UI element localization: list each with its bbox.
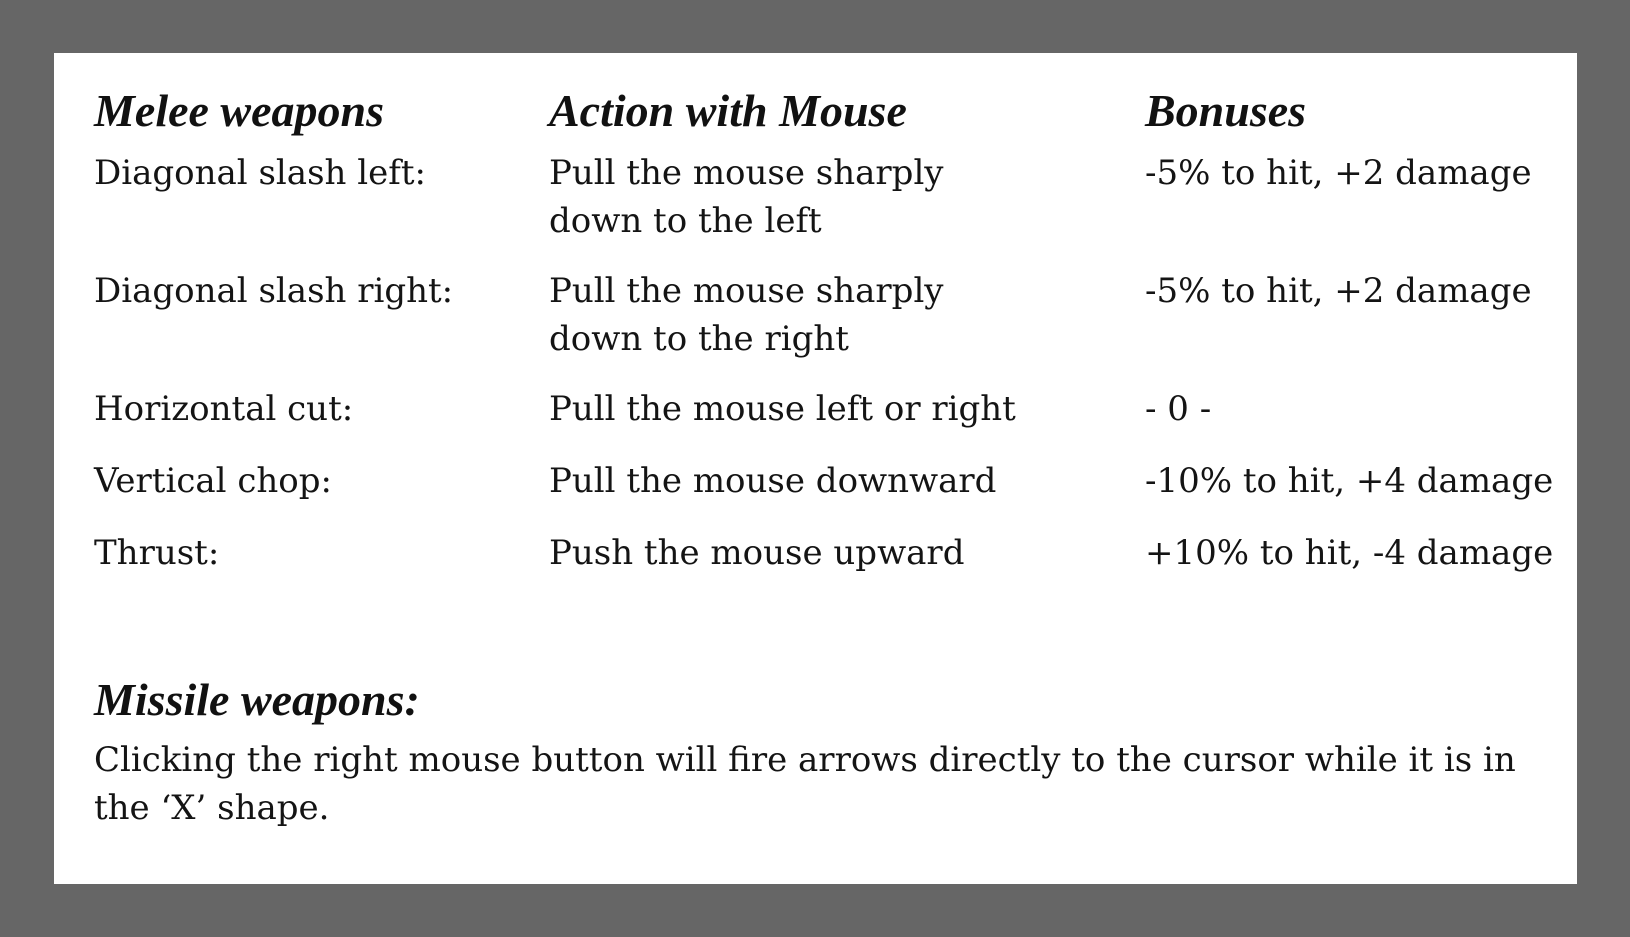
- action-horizontal-cut: Pull the mouse left or right: [549, 389, 1016, 429]
- action-diagonal-slash-right: Pull the mouse sharply down to the right: [549, 271, 944, 359]
- action-thrust: Push the mouse upward: [549, 533, 965, 573]
- bonus-diagonal-slash-right: -5% to hit, +2 damage: [1145, 271, 1532, 311]
- move-diagonal-slash-left: Diagonal slash left:: [94, 153, 426, 193]
- missile-weapons-heading: Missile weapons:: [94, 674, 420, 725]
- melee-weapons-heading: Melee weapons: [94, 85, 385, 136]
- action-vertical-chop: Pull the mouse downward: [549, 461, 997, 501]
- bonuses-heading: Bonuses: [1145, 85, 1307, 136]
- move-horizontal-cut: Horizontal cut:: [94, 389, 354, 429]
- action-diagonal-slash-left: Pull the mouse sharply down to the left: [549, 153, 944, 241]
- bonus-diagonal-slash-left: -5% to hit, +2 damage: [1145, 153, 1532, 193]
- bonus-thrust: +10% to hit, -4 damage: [1145, 533, 1554, 573]
- move-vertical-chop: Vertical chop:: [94, 461, 332, 501]
- bonus-horizontal-cut: - 0 -: [1145, 389, 1212, 429]
- bonus-vertical-chop: -10% to hit, +4 damage: [1145, 461, 1554, 501]
- move-thrust: Thrust:: [94, 533, 220, 573]
- manual-page: [54, 53, 1577, 884]
- action-with-mouse-heading: Action with Mouse: [549, 85, 907, 136]
- missile-weapons-description: Clicking the right mouse button will fire arrows directly to the cursor while it is in the ‘X’ shape.: [94, 740, 1516, 828]
- move-diagonal-slash-right: Diagonal slash right:: [94, 271, 454, 311]
